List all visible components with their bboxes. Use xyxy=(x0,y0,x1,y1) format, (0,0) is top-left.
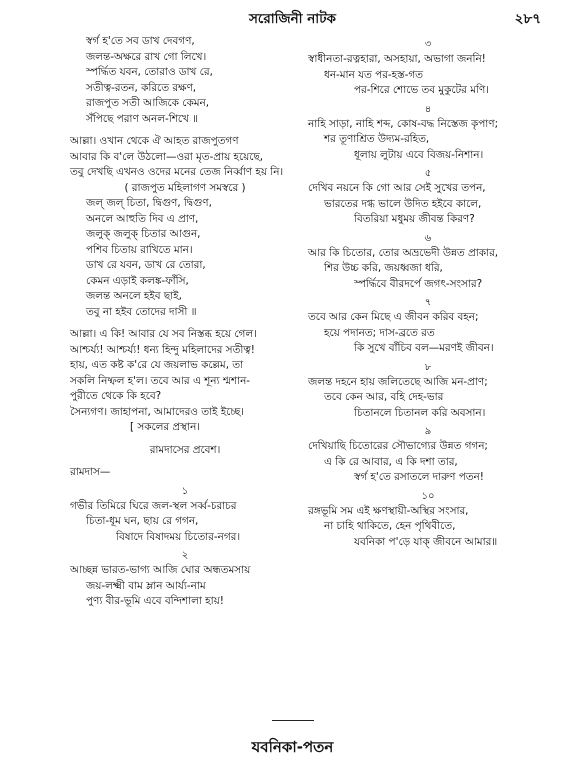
text-line: ডাখ রে যবন, ডাখ রে তোরা, xyxy=(86,259,206,271)
text-line: জলন্ত অনলে হইব ছাই, xyxy=(86,290,182,302)
text-line: গভীর তিমিরে ঘিরে জল-স্থল সর্ব্ব-চরাচর xyxy=(70,499,237,512)
page-header xyxy=(0,6,585,28)
text-line: ( রাজপুত মহিলাগণ সমস্বরে ) xyxy=(124,181,246,194)
text-line: আচ্ছন্ন ভারত-ভাগ্য আজি ঘোর অন্ধতমসায় xyxy=(70,564,251,576)
text-line: চিতা-ধূম ঘন, ছায় রে গগন, xyxy=(86,515,199,527)
text-line: আল্লা। ওখান থেকে ঐ আহত রাজপুতগণ xyxy=(70,135,239,147)
line-gap xyxy=(70,127,300,134)
text-line: জলুক্ জলুক্ চিতার আগুন, xyxy=(86,228,201,240)
text-line: সতীত্ব-রতন, করিতে রক্ষণ, xyxy=(86,81,197,94)
text-line: জলন্ত দহনে হায় জলিতেছে আজি মন-প্রাণ; xyxy=(308,375,488,388)
line-gap xyxy=(70,436,300,443)
text-line: ধন-মান যত পর-হস্ত-গত xyxy=(324,68,423,81)
text-line: জয়-লক্ষ্মী বাম ম্লান আর্য্য-নাম xyxy=(86,579,206,592)
text-line: রাজপুত সতী আজিকে কেমন, xyxy=(86,97,210,109)
text-line: রঙ্গভূমি সম এই ক্ষণস্থায়ী-অস্থির সংসার, xyxy=(308,504,469,517)
text-line: স্বাধীনতা-রত্নহারা, অসহায়া, অভাগা জননি! xyxy=(308,53,486,65)
end-rule xyxy=(272,720,314,721)
text-line: জল্ জল্ চিতা, দ্বিগুণ, দ্বিগুণ, xyxy=(86,197,212,209)
stanza-number: ১০ xyxy=(421,490,435,502)
text-line: শর তূণাশ্রিত উদ্যম-রহিত, xyxy=(324,133,430,145)
line-gap xyxy=(70,320,300,327)
text-line: অনলে আহুতি দিব এ প্রাণ, xyxy=(86,212,199,225)
text-line: না চাহি থাকিতে, হেন পৃথিবীতে, xyxy=(324,520,456,532)
line-gap xyxy=(70,458,300,465)
text-line: নাহি সাড়া, নাহি শব্দ, কোষ-বদ্ধ নিস্তেজ কৃপাণ; xyxy=(308,117,499,130)
text-line: আশ্চর্য্য! আশ্চর্য্য! ধন্য হিন্দু মহিলাদের সতীত্ব! xyxy=(70,343,255,356)
text-line: স্পর্দ্ধিবে বীরদর্পে জগৎ-সংসার? xyxy=(354,277,483,290)
text-line: রামদাস— xyxy=(70,466,111,478)
stanza-number: ৩ xyxy=(424,39,432,50)
stanza-number: ৬ xyxy=(424,232,432,244)
text-line: দেখিয়াছি চিতোরের সৌভাগ্যের উন্নত গগন; xyxy=(308,440,488,452)
text-line: তবে কেন আর, বহি দেহ-ভার xyxy=(324,391,444,403)
stanza-number: ১ xyxy=(181,485,189,497)
text-line: পুরীতে থেকে কি হবে? xyxy=(70,390,162,402)
stanza-number: ৪ xyxy=(424,103,432,115)
right-column xyxy=(308,34,548,550)
page-number: ২৮৭ xyxy=(514,11,541,27)
text-line: যবনিকা প'ড়ে যাক্ জীবনে আমার॥ xyxy=(354,535,498,548)
text-line: হায়, এত কষ্ট ক'রে যে জয়লাভ কল্লেম, তা xyxy=(70,359,244,371)
text-line: আর কি চিতোর, তোর অভ্রভেদী উন্নত প্রাকার, xyxy=(308,246,499,259)
text-line: বিষাদে বিষাদময় চিতোর-নগর। xyxy=(116,530,241,543)
text-line: পর-শিরে শোভে তব মুকুটের মণি। xyxy=(354,84,489,96)
text-line: [ সকলের প্রস্থান। xyxy=(130,421,200,433)
stanza-number: ৫ xyxy=(424,168,432,179)
text-line: স্পর্দ্ধিত যবন, তোরাও ডাখ রে, xyxy=(86,66,213,78)
stanza-number: ২ xyxy=(181,550,189,561)
text-line: আল্লা। এ কি! আবার যে সব নিস্তব্ধ হয়ে গেল। xyxy=(70,328,257,340)
text-line: সকলি নিষ্ফল হ'ল। তবে আর এ শূন্য শ্মশান- xyxy=(70,374,251,387)
text-line: কি সুখে বাঁচিব বল—মরণই জীবন। xyxy=(354,342,494,354)
text-line: পশিব চিতায় রাখিতে মান। xyxy=(86,243,193,256)
stanza-number: ৭ xyxy=(424,297,432,308)
text-line: পুণ্য বীর-ভূমি এবে বন্দিশালা হায়! xyxy=(86,595,224,607)
text-line: ভারতের দগ্ধ ভালে উদিত হইবে কালে, xyxy=(324,197,482,210)
text-line: তবে আর কেন মিছে এ জীবন করিব বহন; xyxy=(308,311,479,323)
text-line: কেমন এড়াই কলঙ্ক-ফাঁসি, xyxy=(86,274,189,287)
text-line: স্বর্গ হ'তে রসাতলে দারুণ পতন! xyxy=(354,471,484,483)
text-line: স্বর্গ হ'তে সব ডাখ দেবগণ, xyxy=(86,35,195,47)
text-line: রামদাসের প্রবেশ। xyxy=(149,443,221,456)
text-line: শির উচ্চ করি, জয়ধ্বজা ধরি, xyxy=(324,262,443,274)
text-line: ধূলায় লুটায় এবে বিজয়-নিশান। xyxy=(354,148,484,161)
text-line: তবু না হইব তোদের দাসী ॥ xyxy=(86,305,197,318)
text-line: বিতরিয়া মধুময় জীবন্ত কিরণ? xyxy=(354,213,475,225)
text-line: এ কি রে আবার, এ কি দশা তার, xyxy=(324,455,458,468)
text-line: সৈন্যগণ। জাহাপনা, আমাদেরও তাই ইচ্ছে। xyxy=(70,405,244,418)
curtain-fall-heading: যবনিকা-পতন xyxy=(251,738,334,756)
text-line: জলন্ত-অক্ষরে রাখ গো লিখে। xyxy=(86,50,207,63)
left-column xyxy=(70,34,300,610)
stanza-number: ৮ xyxy=(424,361,432,373)
text-line: সঁপিছে পরাণ অনল-শিখে ॥ xyxy=(86,112,199,125)
text-line: দেখিব নয়নে কি গো আর সেই সুখের তপন, xyxy=(308,182,486,194)
text-line: চিতানলে চিতানল করি অবসান। xyxy=(354,406,486,419)
text-line: আবার কি ব'লে উঠলো—ওরা মৃত-প্রায় হয়েছে, xyxy=(70,150,264,163)
running-title: সরোজিনী নাটক xyxy=(248,11,337,27)
text-line: হয়ে পদানত; দাস-ব্রতে রত xyxy=(324,326,435,339)
text-line: তবু দেখছি এখনও ওদের মনের তেজ নির্ব্বাণ হয় নি। xyxy=(70,166,284,178)
stanza-number: ৯ xyxy=(424,426,432,437)
